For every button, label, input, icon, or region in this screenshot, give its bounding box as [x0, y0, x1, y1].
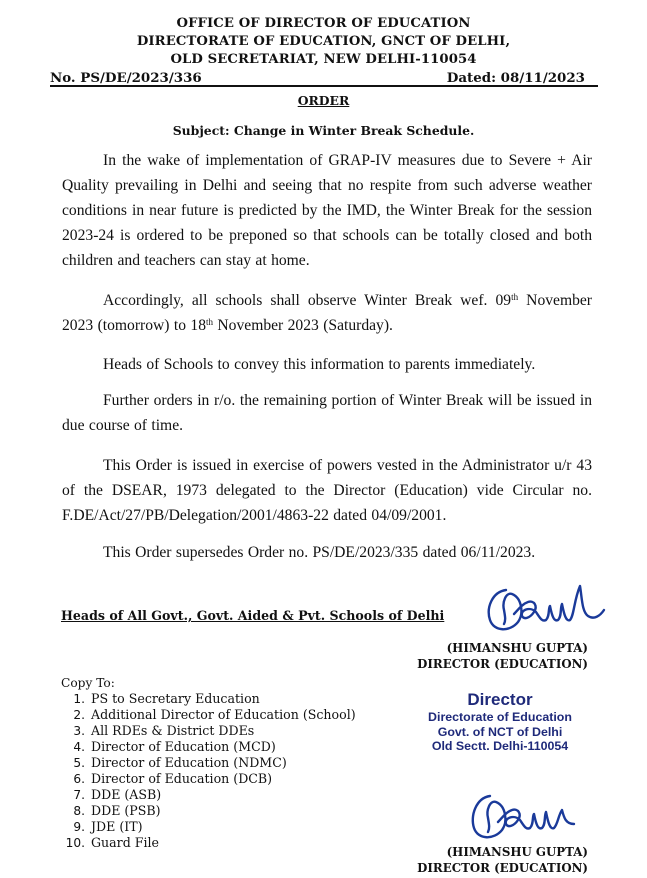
stamp-title: Director	[467, 690, 533, 709]
list-item: 9. JDE (IT)	[73, 819, 143, 834]
signature-1-icon	[484, 580, 609, 635]
list-item: 8. DDE (PSB)	[73, 803, 161, 818]
stamp-line-2: Govt. of NCT of Delhi	[437, 724, 563, 739]
document-title: ORDER	[297, 93, 350, 108]
paragraph-text: In the wake of implementation of GRAP-IV measures due to Severe + Air Quality prevailing in Delhi and seeing that no respite from such adverse weather conditions in near future is predicted by the IMD, the Winter Break for the session 2023-24 is ordered to be preponed so that schools can be totally closed and both children and teachers can stay at home.	[62, 152, 592, 269]
paragraph-powers-vested: This Order is issued in exercise of powers vested in the Administrator u/r 43 of the DSEAR, 1973 delegated to the Director (Education) vide Circular no. F.DE/Act/27/PB/Delegation/2001/4863-22 dated 04/09/2001.	[62, 457, 592, 524]
signatory-1-name: (HIMANSHU GUPTA)	[446, 641, 588, 655]
copy-to-list	[61, 691, 356, 851]
copy-to-section	[61, 675, 356, 851]
order-number: No. PS/DE/2023/336	[50, 70, 202, 86]
stamp-line-3: Old Sectt. Delhi-110054	[431, 739, 569, 753]
signatory-2-designation: DIRECTOR (EDUCATION)	[417, 861, 588, 875]
list-item: 7. DDE (ASB)	[73, 787, 162, 802]
signature-2-icon	[470, 788, 580, 843]
letterhead-line-1: OFFICE OF DIRECTOR OF EDUCATION	[176, 16, 471, 31]
list-item: 5. Director of Education (NDMC)	[73, 755, 287, 770]
addressee-line: Heads of All Govt., Govt. Aided & Pvt. Schools of Delhi	[61, 608, 445, 623]
paragraph-grap-iv	[62, 148, 592, 273]
paragraph-heads-convey: Heads of Schools to convey this information to parents immediately.	[103, 356, 536, 373]
signatory-2-block	[417, 844, 588, 876]
paragraph-winter-break-dates: Accordingly, all schools shall observe Winter Break wef. 09th November 2023 (tomorrow) to 18th November 2023 (Saturday).	[62, 292, 592, 334]
signatory-2-name: (HIMANSHU GUPTA)	[446, 845, 588, 859]
list-item: 2. Additional Director of Education (School)	[73, 707, 356, 722]
list-item: 10. Guard File	[65, 835, 160, 850]
subject-line: Subject: Change in Winter Break Schedule.	[172, 123, 475, 138]
paragraph-supersedes: This Order supersedes Order no. PS/DE/2023/335 dated 06/11/2023.	[103, 544, 536, 561]
letterhead-line-2: DIRECTORATE OF EDUCATION, GNCT OF DELHI,	[136, 34, 511, 49]
official-stamp	[410, 690, 590, 754]
copy-to-label: Copy To:	[61, 676, 115, 690]
paragraph-further-orders: Further orders in r/o. the remaining portion of Winter Break will be issued in due course of time.	[62, 392, 592, 434]
list-item: 3. All RDEs & District DDEs	[73, 723, 255, 738]
signatory-1-designation: DIRECTOR (EDUCATION)	[417, 657, 588, 671]
signatory-1-block	[417, 640, 588, 672]
order-date: Dated: 08/11/2023	[446, 70, 585, 86]
list-item: 1. PS to Secretary Education	[73, 691, 260, 706]
letterhead-line-3: OLD SECRETARIAT, NEW DELHI-110054	[170, 52, 477, 67]
stamp-line-1: Directorate of Education	[428, 710, 572, 724]
list-item: 6. Director of Education (DCB)	[73, 771, 273, 786]
list-item: 4. Director of Education (MCD)	[73, 739, 276, 754]
